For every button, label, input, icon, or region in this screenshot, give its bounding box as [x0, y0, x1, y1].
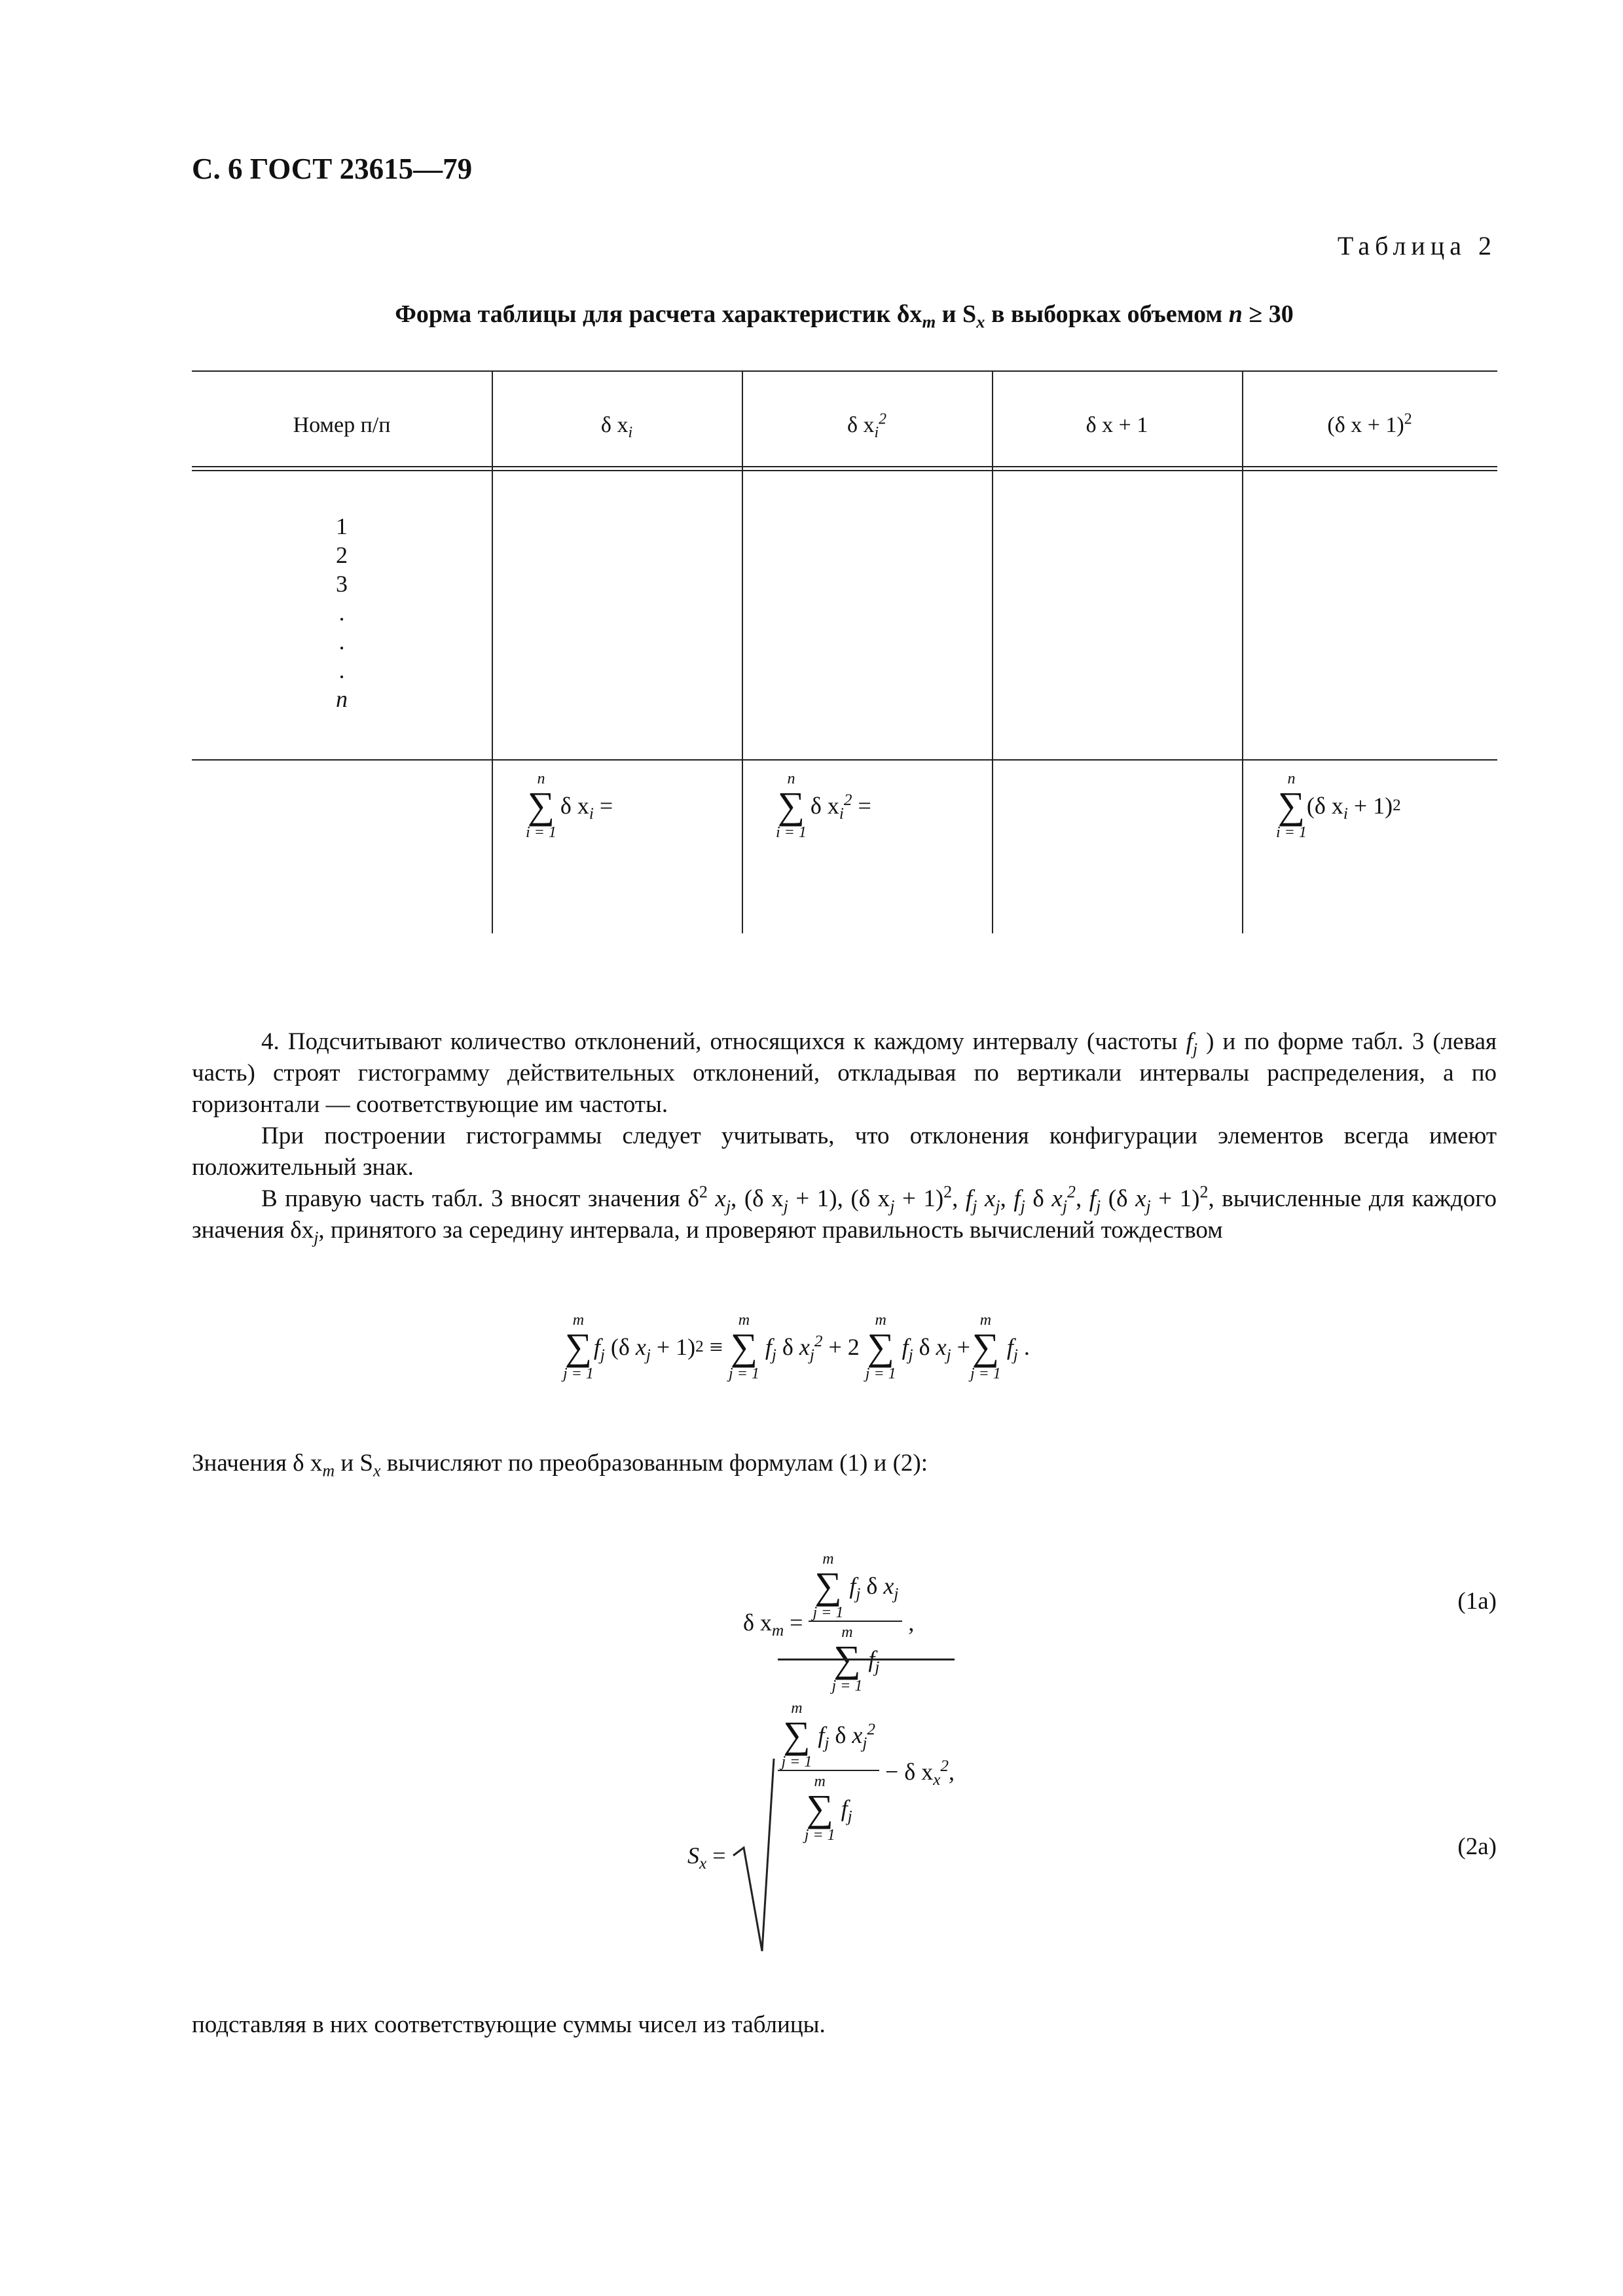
col-header-number: Номер п/п	[293, 413, 391, 437]
col-header-dx-plus-one-squared: (δ x + 1)$^2$	[1327, 410, 1412, 437]
paragraph-4: 4. Подсчитывают количество отклонений, относящихся к каждому интервалу (частоты $f_j$ ) и по форме табл. 3 (левая часть) строят гистограмму действительных отклонений, откладывая по вертикали интервалы распределения, а по горизонтали — соответствующие им частоты.	[192, 1028, 1497, 1118]
table-number: Таблица 2	[1337, 231, 1497, 260]
sum-dx-plus-one-squared: n ∑ i = 1 (δ x $_i$ + 1) 2	[1276, 770, 1401, 841]
paragraph-values: Значения δ $x_m$ и $S_x$ вычисляют по преобразованным формулам (1) и (2):	[192, 1450, 928, 1480]
col-header-dx-plus-one: δ x + 1	[1085, 413, 1148, 437]
paragraph-histogram: При построении гистограммы следует учитывать, что отклонения конфигурации элементов всегда имеют положительный знак.	[192, 1122, 1497, 1181]
table-title: Форма таблицы для расчета характеристик $\delta x_m$ и $S_x$ в выборках объемом n ≥ 30	[395, 300, 1294, 332]
paragraph-substitute: подставляя в них соответствующие суммы чисел из таблицы.	[192, 2011, 826, 2038]
sum-dx: n ∑ i = 1 δ x $_i$ =	[526, 770, 613, 841]
radicand: m ∑ j = 1 $f_j$ δ $x_j^2$ m ∑ j = 1 $f_j$ − δ x $_x^2$ ,	[778, 1659, 955, 1857]
formula-2a-number: (2a)	[1457, 1833, 1497, 1860]
sum-dx-squared: n ∑ i = 1 δ x $_i^2$ =	[776, 770, 871, 841]
formula-1a-number: (1a)	[1457, 1588, 1497, 1615]
col-header-dx: δ $x_i$	[600, 413, 633, 441]
formula-2a: S $_x$ = m ∑ j = 1 $f_j$ δ $x_j^2$ m ∑ j = 1 $f_j$ − δ x $_x^2$ ,	[687, 1757, 955, 1954]
col-header-dx-squared: δ $x_i^2$	[847, 410, 887, 441]
identity-formula: m ∑ j = 1 $f_j$ (δ $x_j$ + 1) 2 ≡ m ∑ j = 1 $f_j$ δ $x_j^2$ + 2 m ∑ j = 1 $f_j$ δ $x_j$ + m ∑ j = 1 $f_j$ .	[563, 1312, 1030, 1382]
paragraph-right-part: В правую часть табл. 3 вносят значения $\delta^2$ $x_j$, (δ $x_j + 1$), (δ $x_j + 1)^2$, $f_j$ $x_j$, $f_j$ δ $x_j^2$, $f_j$ (δ $x_j + 1)^2$, вычисленные для каждого значения $\delta x_j$, принятого за середину интервала, и проверяют правильность вычислений тождеством	[192, 1182, 1497, 1247]
radical-sign	[732, 1757, 778, 1954]
page-header: С. 6 ГОСТ 23615—79	[192, 152, 473, 185]
row-numbers: 1 2 3 . . . n	[336, 513, 348, 712]
calculation-table	[192, 370, 1497, 933]
formula-1a: δ x $_m$ = m ∑ j = 1 $f_j$ δ $x_j$ m ∑ j = 1 $f_j$ ,	[743, 1551, 915, 1695]
